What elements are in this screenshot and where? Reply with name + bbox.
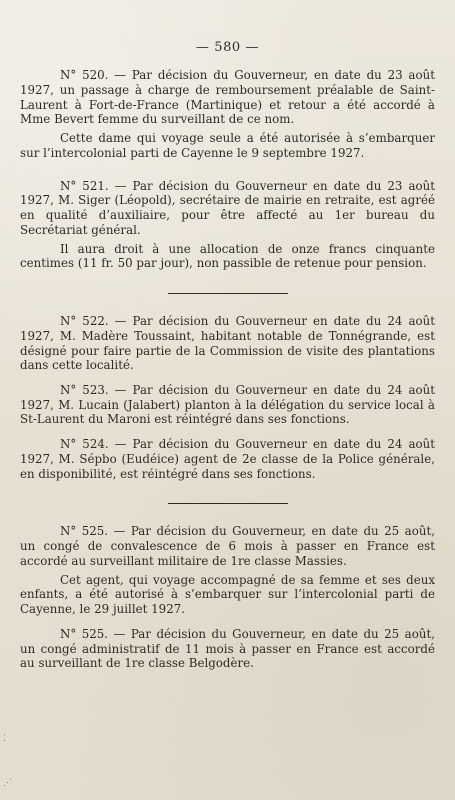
entry-521 xyxy=(20,179,435,271)
section-divider xyxy=(168,503,288,504)
section-divider xyxy=(168,293,288,294)
entry-paragraph: N° 523. — Par décision du Gouverneur en date du 24 août 1927, M. Lucain (Jalabert) planton à la délégation du service local à St-Laurent du Maroni est réintégré dans ses fonctions. xyxy=(20,383,435,427)
entry-paragraph: N° 521. — Par décision du Gouverneur en date du 23 août 1927, M. Siger (Léopold), secrétaire de mairie en retraite, est agréé en qualité d’auxiliaire, pour être affecté au 1er bureau du Secrétariat général. xyxy=(20,178,435,237)
entry-520 xyxy=(20,68,435,160)
page-number: — 580 — xyxy=(195,40,260,55)
entry-522 xyxy=(20,314,435,373)
entry-paragraph: N° 522. — Par décision du Gouverneur en date du 24 août 1927, M. Madère Toussaint, habitant notable de Tonnégrande, est désigné pour faire partie de la Commission de visite des plantations dans cette localité. xyxy=(20,314,435,373)
entry-525-a xyxy=(20,524,435,616)
entry-paragraph: Cet agent, qui voyage accompagné de sa femme et ses deux enfants, a été autorisé à s’embarquer sur l’intercolonial parti de Cayenne, le 29 juillet 1927. xyxy=(20,572,435,617)
entry-paragraph: N° 525. — Par décision du Gouverneur, en date du 25 août, un congé administratif de 11 mois à passer en France est accordé au surveillant de 1re classe Belgodère. xyxy=(20,626,435,671)
entry-paragraph: N° 525. — Par décision du Gouverneur, en date du 25 août, un congé de convalescence de 6 mois à passer en France est accordé au surveillant militaire de 1re classe Massies. xyxy=(20,524,435,568)
entry-paragraph: N° 520. — Par décision du Gouverneur, en date du 23 août 1927, un passage à charge de remboursement préalable de Saint-Laurent à Fort-de-France (Martinique) et retour a été accordé à Mme Bevert femme du surveillant de ce nom. xyxy=(20,68,435,127)
entry-paragraph: N° 524. — Par décision du Gouverneur en date du 24 août 1927, M. Sépbo (Eudéice) agent de 2e classe de la Police générale, en disponibilité, est réintégré dans ses fonctions. xyxy=(20,437,435,481)
section-gap xyxy=(20,161,435,179)
margin-mark: ⁚ xyxy=(3,734,6,744)
document-content xyxy=(20,40,435,788)
section-gap xyxy=(20,427,435,437)
margin-mark: ⋰ xyxy=(3,778,12,788)
entry-524 xyxy=(20,437,435,481)
entry-523 xyxy=(20,383,435,427)
section-gap xyxy=(20,373,435,383)
entry-paragraph: Il aura droit à une allocation de onze francs cinquante centimes (11 fr. 50 par jour), non passible de retenue pour pension. xyxy=(20,241,435,271)
section-gap xyxy=(20,617,435,627)
entry-525-b xyxy=(20,627,435,671)
entry-paragraph: Cette dame qui voyage seule a été autorisée à s’embarquer sur l’intercolonial parti de Cayenne le 9 septembre 1927. xyxy=(20,131,435,160)
